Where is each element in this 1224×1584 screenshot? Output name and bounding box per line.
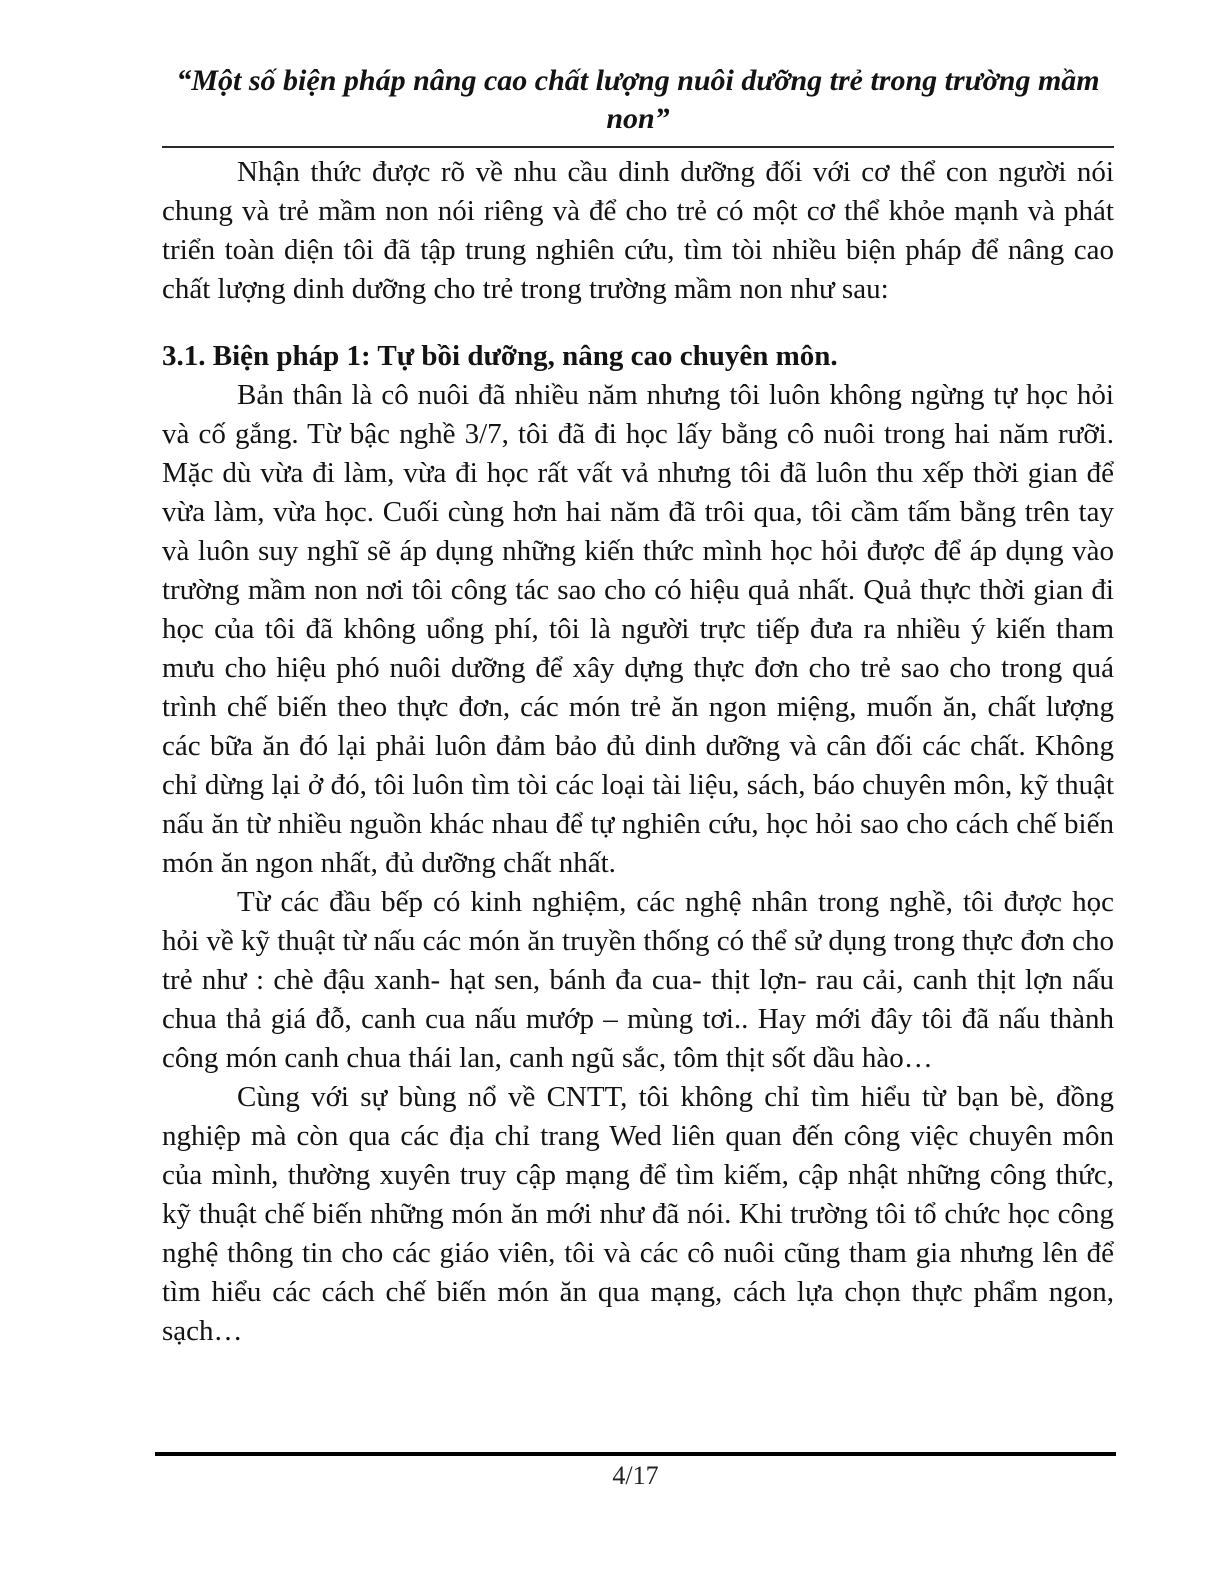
- document-body: [162, 153, 1114, 1351]
- paragraph-chefs-experience: Từ các đầu bếp có kinh nghiệm, các nghệ nhân trong nghề, tôi được học hỏi về kỹ thuật từ nấu các món ăn truyền thống có thể sử dụng trong thực đơn cho trẻ như : chè đậu xanh- hạt sen, bánh đa cua- thịt lợn- rau cải, canh thịt lợn nấu chua thả giá đỗ, canh cua nấu mướp – mùng tơi.. Hay mới đây tôi đã nấu thành công món canh chua thái lan, canh ngũ sắc, tôm thịt sốt dầu hào…: [162, 886, 1114, 1074]
- paragraph-self-training: Bản thân là cô nuôi đã nhiều năm nhưng tôi luôn không ngừng tự học hỏi và cố gắng. Từ bậc nghề 3/7, tôi đã đi học lấy bằng cô nuôi trong hai năm rưỡi. Mặc dù vừa đi làm, vừa đi học rất vất vả nhưng tôi đã luôn thu xếp thời gian để vừa làm, vừa học. Cuối cùng hơn hai năm đã trôi qua, tôi cầm tấm bằng trên tay và luôn suy nghĩ sẽ áp dụng những kiến thức mình học hỏi được để áp dụng vào trường mầm non nơi tôi công tác sao cho có hiệu quả nhất. Quả thực thời gian đi học của tôi đã không uổng phí, tôi là người trực tiếp đưa ra nhiều ý kiến tham mưu cho hiệu phó nuôi dưỡng để xây dựng thực đơn cho trẻ sao cho trong quá trình chế biến theo thực đơn, các món trẻ ăn ngon miệng, muốn ăn, chất lượng các bữa ăn đó lại phải luôn đảm bảo đủ dinh dưỡng và cân đối các chất. Không chỉ dừng lại ở đó, tôi luôn tìm tòi các loại tài liệu, sách, báo chuyên môn, kỹ thuật nấu ăn từ nhiều nguồn khác nhau để tự nghiên cứu, học hỏi sao cho cách chế biến món ăn ngon nhất, đủ dưỡng chất nhất.: [162, 379, 1114, 879]
- section-heading-3-1: 3.1. Biện pháp 1: Tự bồi dưỡng, nâng cao chuyên môn.: [162, 340, 838, 372]
- paragraph-cntt: Cùng với sự bùng nổ về CNTT, tôi không chỉ tìm hiểu từ bạn bè, đồng nghiệp mà còn qua các địa chỉ trang Wed liên quan đến công việc chuyên môn của mình, thường xuyên truy cập mạng để tìm kiếm, cập nhật những công thức, kỹ thuật chế biến những món ăn mới như đã nói. Khi trường tôi tổ chức học công nghệ thông tin cho các giáo viên, tôi và các cô nuôi cũng tham gia nhưng lên để tìm hiểu các cách chế biến món ăn qua mạng, cách lựa chọn thực phẩm ngon, sạch…: [162, 1081, 1114, 1347]
- page-footer: [155, 1452, 1116, 1493]
- paragraph-intro: Nhận thức được rõ về nhu cầu dinh dưỡng đối với cơ thể con người nói chung và trẻ mầm non nói riêng và để cho trẻ có một cơ thể khỏe mạnh và phát triển toàn diện tôi đã tập trung nghiên cứu, tìm tòi nhiều biện pháp để nâng cao chất lượng dinh dưỡng cho trẻ trong trường mầm non như sau:: [162, 156, 1114, 305]
- document-title: “Một số biện pháp nâng cao chất lượng nuôi dưỡng trẻ trong trường mầm non”: [176, 64, 1100, 135]
- page-header: [162, 62, 1114, 148]
- page-number: 4/17: [612, 1461, 659, 1490]
